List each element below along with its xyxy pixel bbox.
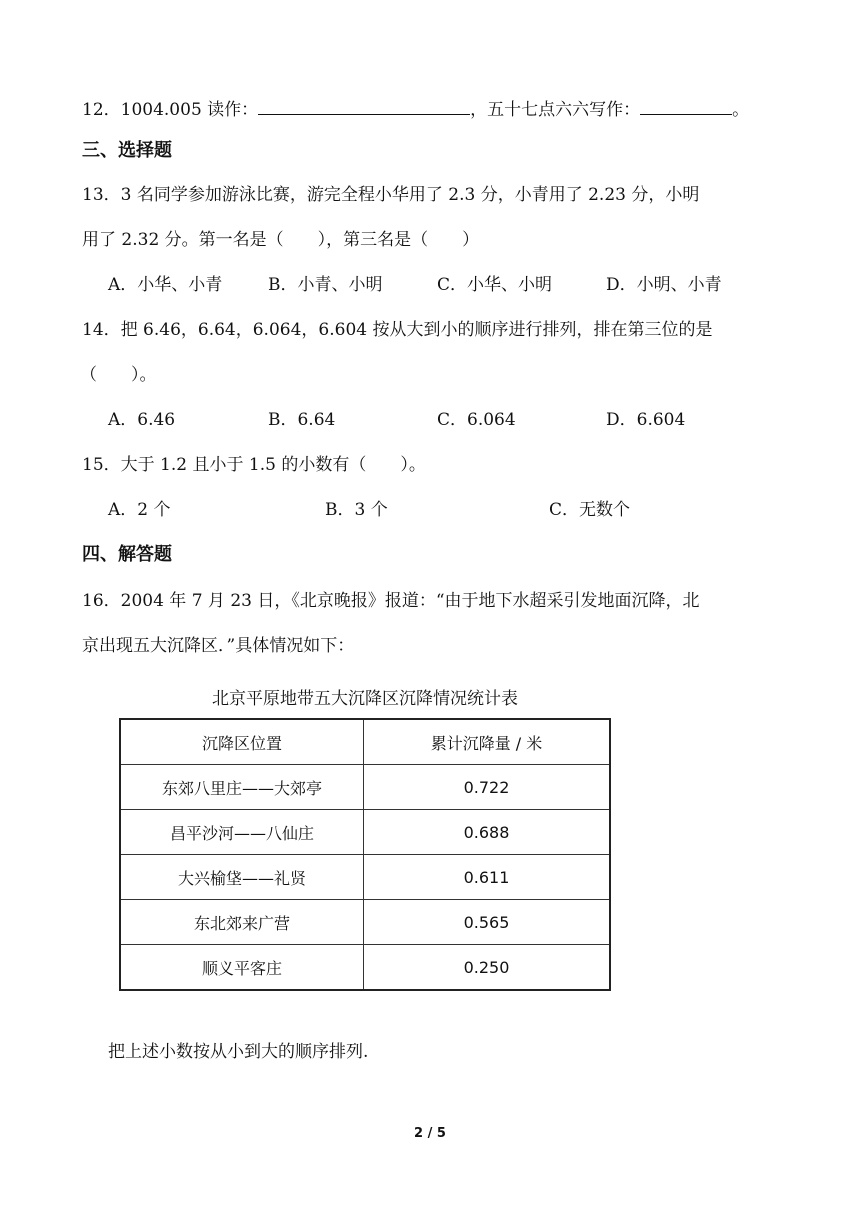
question-15-option-c[interactable]: C．无数个 [549, 500, 631, 520]
question-13-line-2: 用了 2.32 分。第一名是（ ），第三名是（ ） [82, 230, 480, 250]
table-cell-amount: 0.565 [364, 900, 611, 945]
table-cell-amount: 0.611 [364, 855, 611, 900]
question-14-line-2: （ ）。 [80, 365, 157, 385]
table-row [120, 900, 610, 945]
question-13-option-a[interactable]: A．小华、小青 [108, 275, 223, 295]
table-row [120, 855, 610, 900]
table-cell-location: 大兴榆垡——礼贤 [120, 855, 364, 900]
subsidence-table [119, 718, 611, 991]
table-row [120, 810, 610, 855]
table-header-row [120, 719, 610, 765]
question-12-text-1: 1004.005 读作： [120, 100, 259, 120]
section-4-heading: 四、解答题 [82, 544, 172, 565]
table-header-amount: 累计沉降量 / 米 [364, 719, 611, 765]
table-cell-location: 东郊八里庄——大郊亭 [120, 765, 364, 810]
answer-blank-1[interactable] [258, 96, 470, 115]
question-12-end: 。 [732, 100, 750, 120]
question-15-line-1: 15．大于 1.2 且小于 1.5 的小数有（ ）。 [82, 455, 426, 475]
question-12-number: 12． [82, 100, 121, 120]
answer-blank-2[interactable] [640, 96, 732, 115]
table-cell-location: 昌平沙河——八仙庄 [120, 810, 364, 855]
question-12-text-2: ，五十七点六六写作： [470, 100, 641, 120]
table-cell-location: 顺义平客庄 [120, 945, 364, 991]
question-14-option-a[interactable]: A．6.46 [108, 410, 176, 430]
question-13-option-d[interactable]: D．小明、小青 [606, 275, 722, 295]
table-header-location: 沉降区位置 [120, 719, 364, 765]
question-15-option-b[interactable]: B．3 个 [325, 500, 388, 520]
table-cell-amount: 0.688 [364, 810, 611, 855]
question-16-line-2: 京出现五大沉降区．”具体情况如下： [82, 636, 355, 656]
table-row [120, 765, 610, 810]
question-14-option-c[interactable]: C．6.064 [437, 410, 516, 430]
question-13-option-c[interactable]: C．小华、小明 [437, 275, 553, 295]
question-13-option-b[interactable]: B．小青、小明 [268, 275, 383, 295]
table-cell-location: 东北郊来广营 [120, 900, 364, 945]
table-row [120, 945, 610, 991]
question-14-option-d[interactable]: D．6.604 [606, 410, 686, 430]
question-12 [82, 96, 749, 121]
question-16-line-1: 16．2004 年 7 月 23 日，《北京晚报》报道：“由于地下水超采引发地面沉降，北 [82, 591, 700, 611]
question-14-line-1: 14．把 6.46，6.64，6.064，6.604 按从大到小的顺序进行排列，排在第三位的是 [82, 320, 713, 340]
table-cell-amount: 0.722 [364, 765, 611, 810]
question-13-line-1: 13．3 名同学参加游泳比赛，游完全程小华用了 2.3 分，小青用了 2.23 分，小明 [82, 185, 700, 205]
question-16-instruction: 把上述小数按从小到大的顺序排列. [108, 1042, 369, 1062]
question-14-option-b[interactable]: B．6.64 [268, 410, 336, 430]
question-15-option-a[interactable]: A．2 个 [108, 500, 171, 520]
table-title: 北京平原地带五大沉降区沉降情况统计表 [212, 689, 518, 709]
page-number: 2 / 5 [414, 1126, 446, 1141]
table-cell-amount: 0.250 [364, 945, 611, 991]
section-3-heading: 三、选择题 [82, 140, 172, 161]
